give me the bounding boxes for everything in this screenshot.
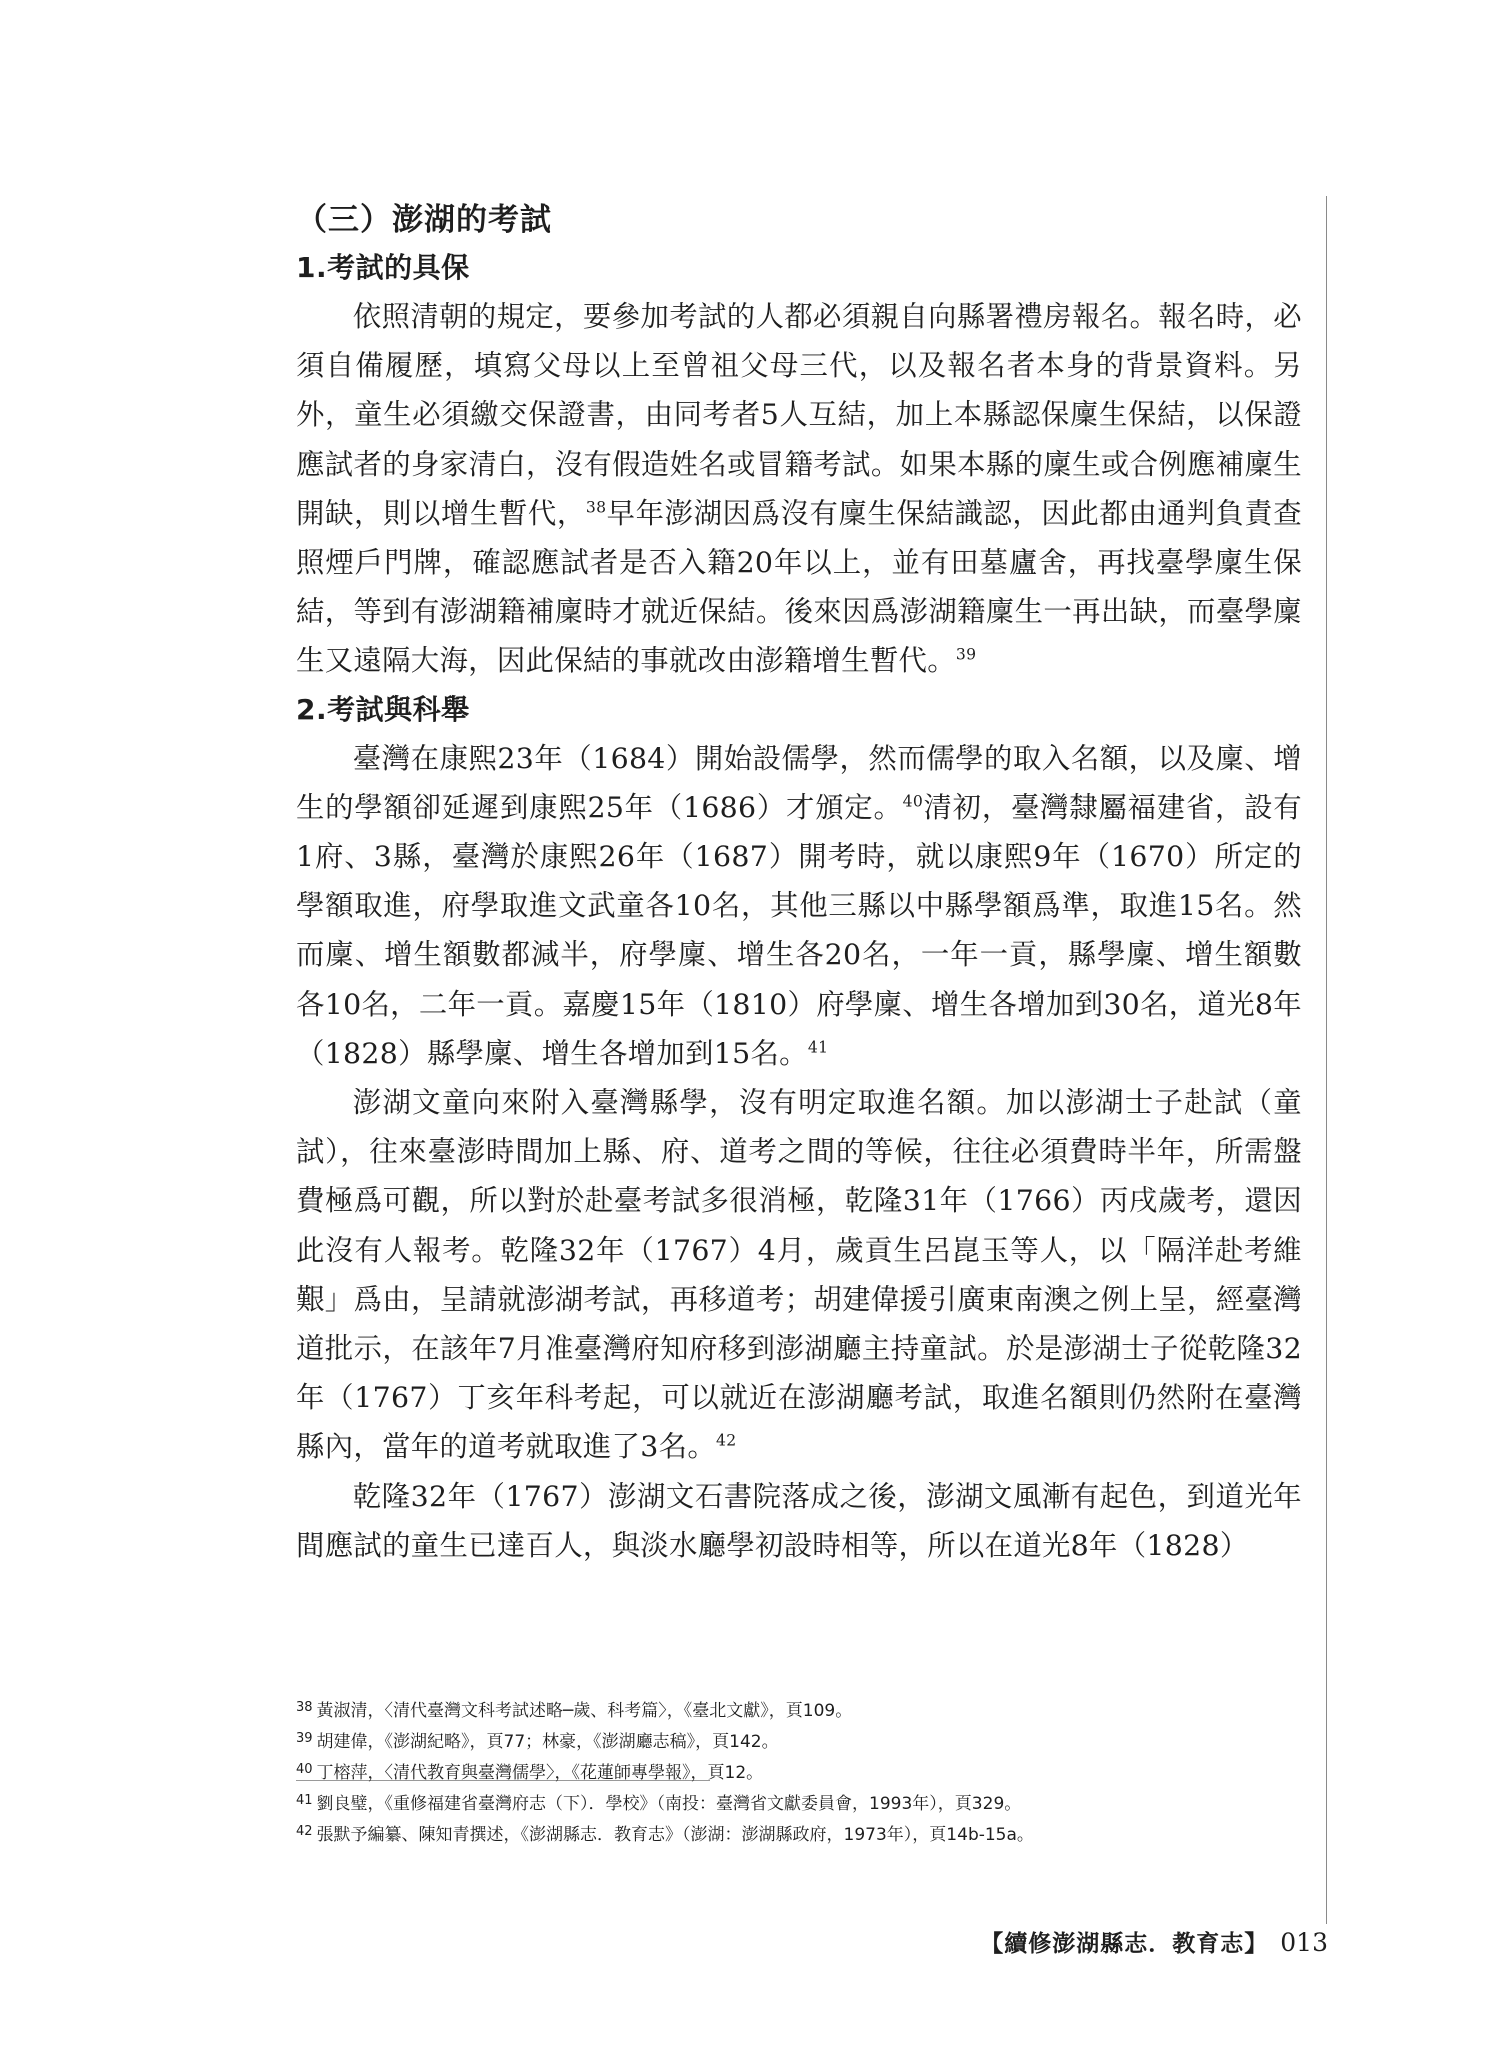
footnote-ref[interactable]: 40 (902, 792, 924, 811)
paragraph: 乾隆32年（1767）澎湖文石書院落成之後，澎湖文風漸有起色，到道光年間應試的童生已達百人，與淡水廳學初設時相等，所以在道光8年（1828） (296, 1479, 1302, 1562)
margin-rule (1326, 196, 1327, 1924)
footnote (296, 1818, 1302, 1849)
footnote-number: 40 (296, 1762, 313, 1777)
page-number: 013 (1280, 1928, 1328, 1957)
footnote-ref[interactable]: 38 (585, 498, 607, 517)
subsection-heading: 1.考試的具保 (296, 251, 470, 284)
book-title: 【續修澎湖縣志．教育志】 (980, 1931, 1269, 1957)
subsection-heading: 2.考試與科舉 (296, 692, 470, 726)
footnote-text: 黃淑清，〈清代臺灣文科考試述略─歲、科考篇〉，《臺北文獻》，頁109。 (316, 1701, 853, 1721)
footnote-text: 胡建偉，《澎湖紀略》，頁77；林豪，《澎湖廳志稿》，頁142。 (316, 1732, 779, 1752)
footnote (296, 1725, 1302, 1756)
running-footer (980, 1928, 1328, 1959)
main-text (296, 196, 1302, 1570)
footnote-ref[interactable]: 42 (716, 1432, 737, 1450)
footnote-text: 丁榕萍，〈清代教育與臺灣儒學〉，《花蓮師專學報》，頁12。 (316, 1763, 764, 1783)
footnote-number: 41 (296, 1793, 313, 1808)
paragraph: 澎湖文童向來附入臺灣縣學，沒有明定取進名額。加以澎湖士子赴試（童試），往來臺澎時間加上縣、府、道考之間的等候，往往必須費時半年，所需盤費極爲可觀，所以對於赴臺考試多很消極，乾隆31年（1766）丙戌歲考，還因此沒有人報考。乾隆32年（1767）4月，歲貢生呂崑玉等人，以「隔洋赴考維艱」爲由，呈請就澎湖考試，再移道考；胡建偉援引廣東南澳之例上呈，經臺灣道批示，在該年7月准臺灣府知府移到澎湖廳主持童試。於是澎湖士子從乾隆32年（1767）丁亥年科考起，可以就近在澎湖廳考試，取進名額則仍然附在臺灣縣內，當年的道考就取進了3名。$^{42}$ (296, 1086, 1302, 1464)
footnote-text: 張默予編纂、陳知青撰述，《澎湖縣志．教育志》（澎湖：澎湖縣政府，1973年），頁14b-15a。 (316, 1825, 1034, 1845)
section-title: （三）澎湖的考試 (296, 202, 552, 238)
paragraph: 臺灣在康熙23年（1684）開始設儒學，然而儒學的取入名額，以及廩、增生的學額卻延遲到康熙25年（1686）才頒定。$^{40}$清初，臺灣隸屬福建省，設有1府、3縣，臺灣於康熙26年（1687）開考時，就以康熙9年（1670）所定的學額取進，府學取進文武童各10名，其他三縣以中縣學額爲準，取進15名。然而廩、增生額數都減半，府學廩、增生各20名，一年一貢，縣學廩、增生額數各10名，二年一貢。嘉慶15年（1810）府學廩、增生各增加到30名，道光8年（1828）縣學廩、增生各增加到15名。$^{41}$ (296, 741, 1302, 1070)
footnote-number: 39 (296, 1731, 313, 1746)
footnote-ref[interactable]: 39 (955, 645, 977, 664)
footnotes (296, 1694, 1302, 1849)
footnote (296, 1787, 1302, 1818)
footnote (296, 1694, 1302, 1725)
paragraph: 依照清朝的規定，要參加考試的人都必須親自向縣署禮房報名。報名時，必須自備履歷，填寫父母以上至曾祖父母三代，以及報名者本身的背景資料。另外，童生必須繳交保證書，由同考者5人互結，加上本縣認保廩生保結，以保證應試者的身家清白，沒有假造姓名或冒籍考試。如果本縣的廩生或合例應補廩生開缺，則以增生暫代，$^{38}$早年澎湖因爲沒有廩生保結識認，因此都由通判負責查照煙戶門牌，確認應試者是否入籍20年以上，並有田墓廬舍，再找臺學廩生保結，等到有澎湖籍補廩時才就近保結。後來因爲澎湖籍廩生一再出缺，而臺學廩生又遠隔大海，因此保結的事就改由澎籍增生暫代。$^{39}$ (296, 300, 1302, 678)
footnote (296, 1756, 1302, 1787)
footnote-text: 劉良璧，《重修福建省臺灣府志（下）．學校》（南投：臺灣省文獻委員會，1993年），頁329。 (316, 1794, 1022, 1814)
footnote-number: 38 (296, 1700, 313, 1715)
footnote-ref[interactable]: 41 (807, 1038, 829, 1057)
footnote-number: 42 (296, 1824, 313, 1839)
